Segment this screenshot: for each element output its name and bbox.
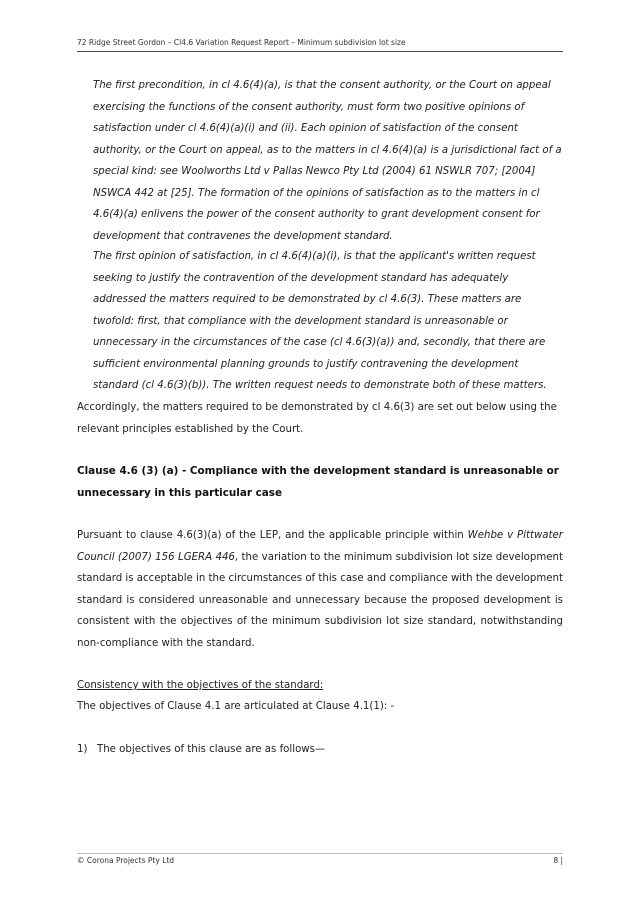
list-item-text: The objectives of this clause are as follows— (97, 744, 326, 755)
block-quote-first-precondition: The first precondition, in cl 4.6(4)(a), is that the consent authority, or the Court on appeal exercising the functions of the consent authority, must form two positive opinions of satisfaction under cl 4.6(4)(a)(i) and (ii). Each opinion of satisfaction of the consent authority, or the Court on appeal, as to the matters in cl 4.6(4)(a) is a jurisdictional fact of a special kind: see Woolworths Ltd v Pallas Newco Pty Ltd (2004) 61 NSWLR 707; [2004] NSWCA 442 at [25]. The formation of the opinions of satisfaction as to the matters in cl 4.6(4)(a) enlivens the power of the consent authority to grant development consent for development that contravenes the development standard. (93, 80, 562, 242)
paragraph-pursuant (77, 525, 563, 654)
pursuant-rest-text: , the variation to the minimum subdivision lot size development standard is acceptable in the circumstances of this case and compliance with the development standard is considered unreasonable and unnecessary because the proposed development is consistent with the objectives of the minimum subdivision lot size standard, notwithstanding non-compliance with the standard. (77, 551, 563, 649)
list-item (77, 739, 563, 761)
case-citation: Wehbe v Pittwater Council (2007) 156 LGERA 446 (77, 530, 563, 563)
paragraph-accordingly: Accordingly, the matters required to be demonstrated by cl 4.6(3) are set out below using the relevant principles established by the Court. (77, 402, 557, 435)
block-quote-first-opinion: The first opinion of satisfaction, in cl 4.6(4)(a)(i), is that the applicant's written request seeking to justify the contravention of the development standard has adequately addressed the matters required to be demonstrated by cl 4.6(3). These matters are twofold: first, that compliance with the development standard is unreasonable or unnecessary in the circumstances of the case (cl 4.6(3)(a)) and, secondly, that there are sufficient environmental planning grounds to justify contravening the development standard (cl 4.6(3)(b)). The written request needs to demonstrate both of these matters. (93, 251, 547, 391)
subheading-consistency-objectives: Consistency with the objectives of the standard: (77, 680, 324, 691)
paragraph-objectives-intro: The objectives of Clause 4.1 are articulated at Clause 4.1(1): - (77, 701, 395, 712)
page-footer (77, 853, 563, 865)
section-heading-clause-4-6-3-a: Clause 4.6 (3) (a) - Compliance with the development standard is unreasonable or unnecessary in this particular case (77, 465, 559, 499)
pursuant-lead-text: Pursuant to clause 4.6(3)(a) of the LEP, and the applicable principle within (77, 530, 468, 541)
list-item-number: 1) (77, 744, 88, 755)
page-number: 8 | (553, 856, 563, 865)
footer-copyright: © Corona Projects Pty Ltd (77, 856, 175, 865)
running-header: 72 Ridge Street Gordon – Cl4.6 Variation Request Report – Minimum subdivision lot size (77, 38, 563, 52)
